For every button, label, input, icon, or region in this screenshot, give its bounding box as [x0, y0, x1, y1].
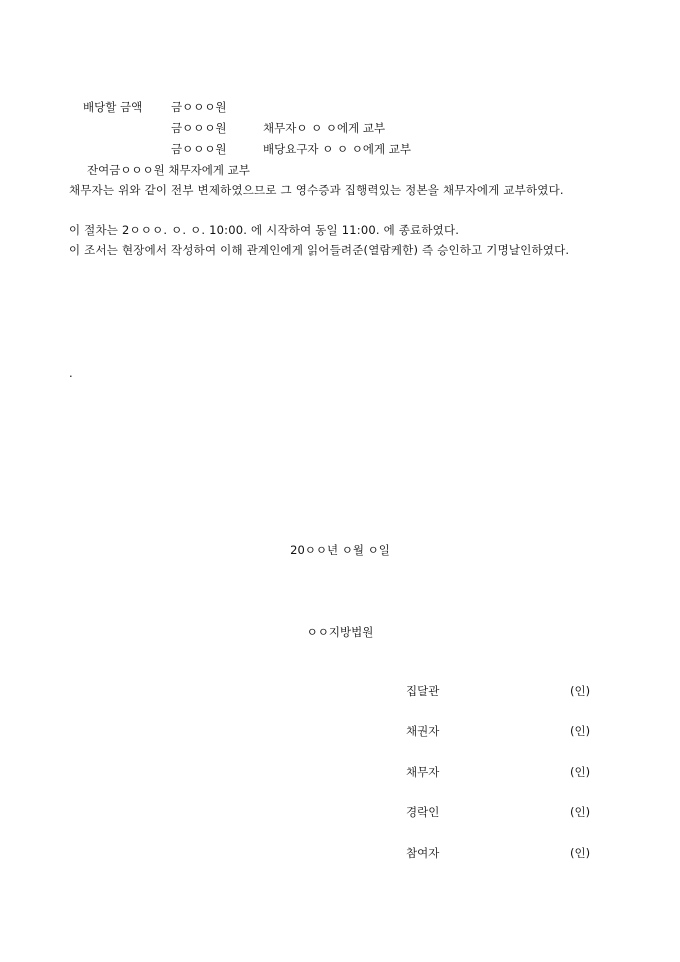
distribution-amount-1: 금ㅇㅇㅇ원	[171, 100, 227, 114]
distribution-amount-3: 금ㅇㅇㅇ원	[171, 142, 227, 156]
signature-seal-purchaser: (인)	[570, 805, 591, 819]
distribution-amount-2: 금ㅇㅇㅇ원	[171, 121, 227, 135]
distribution-recipient-2: 채무자ㅇ ㅇ ㅇ에게 교부	[263, 121, 386, 135]
document-date: 20ㅇㅇ년 ㅇ월 ㅇ일	[290, 543, 390, 557]
body-paragraph-2: 이 절차는 2ㅇㅇㅇ. ㅇ. ㅇ. 10:00. 에 시작하여 동일 11:00. 에 종료하였다.	[69, 223, 460, 237]
stray-dot: .	[69, 366, 73, 380]
signature-seal-debtor: (인)	[570, 765, 591, 779]
signature-role-debtor: 채무자	[406, 765, 440, 779]
body-paragraph-1: 채무자는 위와 같이 전부 변제하였으므로 그 영수증과 집행력있는 정본을 채무자에게 교부하였다.	[69, 183, 564, 197]
distribution-label: 배당할 금액	[83, 100, 143, 114]
signature-role-purchaser: 경락인	[406, 805, 440, 819]
court-name: ㅇㅇ지방법원	[306, 625, 374, 639]
distribution-recipient-3: 배당요구자 ㅇ ㅇ ㅇ에게 교부	[263, 142, 411, 156]
remainder-line: 잔여금ㅇㅇㅇ원 채무자에게 교부	[87, 163, 250, 177]
signature-role-bailiff: 집달관	[406, 684, 440, 698]
signature-seal-creditor: (인)	[570, 724, 591, 738]
signature-seal-bailiff: (인)	[570, 684, 591, 698]
signature-seal-participant: (인)	[570, 846, 591, 860]
signature-role-participant: 참여자	[406, 846, 440, 860]
body-paragraph-3: 이 조서는 현장에서 작성하여 이해 관계인에게 읽어들려준(열람케한) 즉 승인하고 기명날인하였다.	[69, 243, 570, 257]
signature-role-creditor: 채권자	[406, 724, 440, 738]
